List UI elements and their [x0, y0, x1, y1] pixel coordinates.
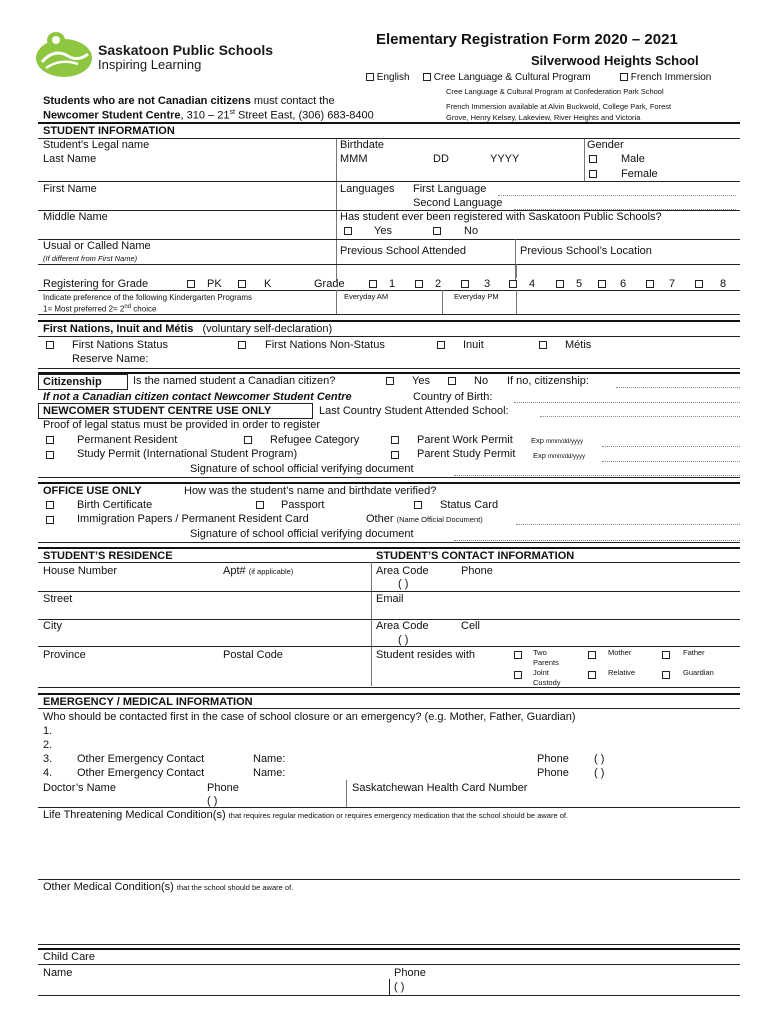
citizenship-line[interactable]	[616, 387, 740, 388]
org-tagline: Inspiring Learning	[98, 57, 202, 72]
immigration-label: Immigration Papers / Permanent Resident Card	[77, 513, 309, 525]
everyday-am-label: Everyday AM	[344, 292, 389, 301]
parent-study-exp: Exp mmm/dd/yyyy	[533, 451, 586, 460]
divider	[442, 290, 443, 314]
health-card-label: Saskatchewan Health Card Number	[352, 782, 528, 794]
k-label: K	[264, 278, 272, 290]
grade-3-checkbox[interactable]	[461, 280, 469, 288]
citizen-no-label: No	[474, 375, 489, 387]
school-name: Silverwood Heights School	[531, 53, 699, 68]
program-cree[interactable]: Cree Language & Cultural Program	[423, 72, 591, 83]
permanent-resident-label: Permanent Resident	[77, 434, 178, 446]
father-label: Father	[683, 648, 705, 657]
contact-3-label: 3.	[43, 753, 53, 765]
divider	[38, 368, 740, 369]
registered-yes-label: Yes	[374, 225, 392, 237]
program-french[interactable]: French Immersion	[620, 72, 711, 83]
grade-5-label: 5	[576, 278, 583, 290]
two-parents-label: Two Parents	[533, 648, 559, 667]
divider	[516, 290, 517, 314]
contact-3-phone-label: Phone	[537, 753, 569, 765]
citizenship-contact-note: If not a Canadian citizen contact Newcomer Student Centre	[43, 391, 352, 403]
pk-checkbox[interactable]	[187, 280, 195, 288]
citizen-yes-checkbox[interactable]	[386, 377, 394, 385]
office-use-heading: OFFICE USE ONLY	[43, 485, 142, 497]
last-country-label: Last Country Student Attended School:	[319, 405, 509, 417]
house-number-label: House Number	[43, 565, 117, 577]
school-logo	[34, 30, 96, 78]
metis-checkbox[interactable]	[539, 341, 547, 349]
parent-work-label: Parent Work Permit	[417, 434, 513, 446]
contact-1-label: 1.	[43, 725, 53, 737]
permanent-resident-checkbox[interactable]	[46, 436, 54, 444]
verify-question: How was the student’s name and birthdate verified?	[184, 485, 437, 497]
father-checkbox[interactable]	[662, 651, 670, 659]
female-checkbox[interactable]	[589, 170, 597, 178]
last-name-label: Last Name	[43, 153, 97, 165]
citizen-yes-label: Yes	[412, 375, 430, 387]
grade-1-checkbox[interactable]	[369, 280, 377, 288]
divider	[38, 372, 740, 374]
other-med-label: Other Medical Condition(s) that the school should be aware of.	[43, 881, 294, 893]
divider	[38, 807, 740, 808]
cell-area-code-paren[interactable]: ( )	[398, 634, 409, 646]
divider	[584, 139, 585, 181]
contact-4-name-label: Name:	[253, 767, 286, 779]
divider	[371, 562, 372, 686]
divider	[38, 646, 740, 647]
registered-no-label: No	[464, 225, 479, 237]
area-code-label: Area Code	[376, 565, 429, 577]
relative-label: Relative	[608, 668, 636, 677]
grade-2-checkbox[interactable]	[415, 280, 423, 288]
form-title: Elementary Registration Form 2020 – 2021	[376, 31, 678, 48]
passport-label: Passport	[281, 499, 325, 511]
divider	[389, 979, 390, 995]
guardian-label: Guardian	[683, 668, 714, 677]
everyday-pm-label: Everyday PM	[454, 292, 499, 301]
province-label: Province	[43, 649, 86, 661]
divider	[38, 264, 740, 265]
kinder-pref-label: Indicate preference of the following Kindergarten Programs	[43, 293, 253, 302]
refugee-checkbox[interactable]	[244, 436, 252, 444]
study-permit-checkbox[interactable]	[46, 451, 54, 459]
male-label: Male	[621, 153, 645, 165]
grade-2-label: 2	[435, 278, 442, 290]
other-doc-line[interactable]	[516, 524, 740, 525]
gender-label: Gender	[587, 139, 624, 151]
doctor-phone-label: Phone	[207, 782, 239, 794]
mmm-label: MMM	[340, 153, 368, 165]
divider	[38, 336, 740, 337]
grade-7-checkbox[interactable]	[646, 280, 654, 288]
registered-no-checkbox[interactable]	[433, 227, 441, 235]
birth-cert-label: Birth Certificate	[77, 499, 153, 511]
mother-label: Mother	[608, 648, 632, 657]
joint-custody-checkbox[interactable]	[514, 671, 522, 679]
divider	[38, 948, 740, 950]
emergency-question: Who should be contacted first in the case of school closure or an emergency? (e.g. Mother, Father, Guardian)	[43, 711, 576, 723]
contact-2-label: 2.	[43, 739, 53, 751]
kinder-rank-label: 1= Most preferred 2= 2nd choice	[43, 304, 157, 314]
parent-study-label: Parent Study Permit	[417, 448, 516, 460]
divider	[38, 879, 740, 880]
contact-4-label: 4.	[43, 767, 53, 779]
office-signature-label: Signature of school official verifying document	[190, 528, 414, 540]
other-contact-4-label: Other Emergency Contact	[77, 767, 205, 779]
phone-label: Phone	[461, 565, 493, 577]
fn-status-checkbox[interactable]	[46, 341, 54, 349]
email-label: Email	[376, 593, 404, 605]
inuit-checkbox[interactable]	[437, 341, 445, 349]
usual-name-label: Usual or Called Name	[43, 240, 151, 252]
citizenship-heading: Citizenship	[38, 374, 128, 390]
parent-work-checkbox[interactable]	[391, 436, 399, 444]
divider	[38, 122, 740, 124]
pk-label: PK	[207, 278, 222, 290]
female-label: Female	[621, 168, 658, 180]
grade-6-label: 6	[620, 278, 627, 290]
divider	[38, 995, 740, 996]
refugee-label: Refugee Category	[270, 434, 360, 446]
inuit-label: Inuit	[463, 339, 484, 351]
first-language-label: First Language	[413, 183, 487, 195]
grade-3-label: 3	[484, 278, 491, 290]
passport-checkbox[interactable]	[256, 501, 264, 509]
fn-status-label: First Nations Status	[72, 339, 168, 351]
prev-school-label: Previous School Attended	[340, 245, 466, 257]
student-info-heading: STUDENT INFORMATION	[43, 125, 175, 137]
doctor-phone-paren[interactable]: ( )	[207, 795, 218, 807]
middle-name-label: Middle Name	[43, 211, 108, 223]
grade-4-label: 4	[529, 278, 536, 290]
metis-label: Métis	[565, 339, 592, 351]
parent-study-exp-line[interactable]	[602, 461, 740, 462]
french-checkbox[interactable]	[620, 73, 628, 81]
divider	[38, 314, 740, 315]
cree-note: Cree Language & Cultural Program at Confederation Park School	[446, 87, 664, 96]
parent-work-exp-line[interactable]	[602, 446, 740, 447]
contact-3-name-label: Name:	[253, 753, 286, 765]
other-doc-label: Other (Name Official Document)	[366, 513, 483, 525]
org-name: Saskatoon Public Schools	[98, 42, 274, 58]
phone-area-code-paren[interactable]: ( )	[398, 578, 409, 590]
french-note-1: French Immersion available at Alvin Buckwold, College Park, Forest	[446, 102, 672, 111]
grade-8-checkbox[interactable]	[695, 280, 703, 288]
status-card-checkbox[interactable]	[414, 501, 422, 509]
mother-checkbox[interactable]	[588, 651, 596, 659]
grade-1-label: 1	[389, 278, 396, 290]
proof-label: Proof of legal status must be provided in order to register	[43, 419, 320, 431]
birth-cert-checkbox[interactable]	[46, 501, 54, 509]
street-label: Street	[43, 593, 73, 605]
divider	[336, 290, 337, 314]
yyyy-label: YYYY	[490, 153, 520, 165]
contact-heading: STUDENT’S CONTACT INFORMATION	[376, 550, 575, 562]
contact-4-phone-label: Phone	[537, 767, 569, 779]
divider	[346, 780, 347, 807]
french-note-2: Grove, Henry Kelsey, Lakeview, River Heights and Victoria	[446, 113, 641, 122]
dd-label: DD	[433, 153, 449, 165]
relative-checkbox[interactable]	[588, 671, 596, 679]
grade-6-checkbox[interactable]	[598, 280, 606, 288]
divider	[38, 964, 740, 965]
fn-non-status-label: First Nations Non-Status	[265, 339, 385, 351]
divider	[38, 290, 740, 291]
birthdate-label: Birthdate	[340, 139, 385, 151]
cell-label: Cell	[461, 620, 480, 632]
divider	[38, 542, 740, 543]
first-name-label: First Name	[43, 183, 97, 195]
newcomer-use-heading: NEWCOMER STUDENT CENTRE USE ONLY	[38, 403, 313, 419]
registered-question: Has student ever been registered with Saskatoon Public Schools?	[340, 211, 662, 223]
city-label: City	[43, 620, 62, 632]
divider	[38, 591, 740, 592]
legal-name-label: Student’s Legal name	[43, 139, 150, 151]
parent-study-checkbox[interactable]	[391, 451, 399, 459]
guardian-checkbox[interactable]	[662, 671, 670, 679]
apt-label: Apt# (if applicable)	[223, 565, 294, 577]
contact-3-phone-paren[interactable]: ( )	[594, 753, 605, 765]
k-checkbox[interactable]	[238, 280, 246, 288]
divider	[38, 687, 740, 688]
citizen-no-checkbox[interactable]	[448, 377, 456, 385]
resides-with-label: Student resides with	[376, 649, 476, 661]
languages-label: Languages	[340, 183, 395, 195]
immigration-checkbox[interactable]	[46, 516, 54, 524]
cell-area-code-label: Area Code	[376, 620, 429, 632]
parent-work-exp: Exp mmm/dd/yyyy	[531, 436, 584, 445]
male-checkbox[interactable]	[589, 155, 597, 163]
english-checkbox[interactable]	[366, 73, 374, 81]
child-care-phone-label: Phone	[394, 967, 426, 979]
joint-custody-label: Joint Custody	[533, 668, 561, 687]
doctor-label: Doctor’s Name	[43, 782, 116, 794]
citizenship-signature-label: Signature of school official verifying document	[190, 463, 414, 475]
contact-4-phone-paren[interactable]: ( )	[594, 767, 605, 779]
citizenship-signature-line[interactable]	[454, 475, 740, 476]
status-card-label: Status Card	[440, 499, 499, 511]
grade-7-label: 7	[669, 278, 676, 290]
grade-8-label: 8	[720, 278, 727, 290]
emergency-heading: EMERGENCY / MEDICAL INFORMATION	[43, 696, 253, 708]
reserve-name-label: Reserve Name:	[72, 353, 149, 365]
first-language-line[interactable]	[498, 195, 736, 196]
child-care-phone-paren[interactable]: ( )	[394, 981, 405, 993]
grade-4-checkbox[interactable]	[509, 280, 517, 288]
child-care-name-label: Name	[43, 967, 73, 979]
other-contact-3-label: Other Emergency Contact	[77, 753, 205, 765]
divider	[38, 320, 740, 322]
registered-yes-checkbox[interactable]	[344, 227, 352, 235]
residence-heading: STUDENT’S RESIDENCE	[43, 550, 173, 562]
citizenship-question: Is the named student a Canadian citizen?	[133, 375, 336, 387]
if-no-citizenship-label: If no, citizenship:	[507, 375, 589, 387]
second-language-label: Second Language	[413, 197, 503, 209]
two-parents-checkbox[interactable]	[514, 651, 522, 659]
divider	[38, 477, 740, 478]
postal-code-label: Postal Code	[223, 649, 283, 661]
first-nations-heading: First Nations, Inuit and Métis (voluntary self-declaration)	[43, 323, 333, 335]
grade-5-checkbox[interactable]	[556, 280, 564, 288]
newcomer-line-1: Students who are not Canadian citizens must contact the	[43, 95, 335, 107]
divider	[38, 708, 740, 709]
divider	[38, 562, 740, 563]
divider	[38, 944, 740, 945]
usual-name-note: (If different from First Name)	[43, 254, 138, 263]
divider	[38, 693, 740, 695]
registering-grade-label: Registering for Grade	[43, 278, 149, 290]
life-threat-label: Life Threatening Medical Condition(s) that requires regular medication or requires emergency medication that the school should be aware of.	[43, 809, 569, 821]
divider	[38, 547, 740, 549]
country-of-birth-line[interactable]	[514, 402, 740, 403]
divider	[38, 181, 740, 182]
program-english[interactable]: English	[366, 72, 410, 83]
newcomer-line-2: Newcomer Student Centre, 310 – 21st Street East, (306) 683-8400	[43, 109, 374, 122]
country-of-birth-label: Country of Birth:	[413, 391, 493, 403]
study-permit-label: Study Permit (International Student Program)	[77, 448, 298, 460]
divider	[38, 482, 740, 484]
fn-non-status-checkbox[interactable]	[238, 341, 246, 349]
child-care-heading: Child Care	[43, 951, 95, 963]
prev-location-label: Previous School’s Location	[520, 245, 652, 257]
office-signature-line[interactable]	[454, 540, 740, 541]
last-country-line[interactable]	[540, 416, 740, 417]
divider	[516, 264, 517, 278]
cree-checkbox[interactable]	[423, 73, 431, 81]
grade-label: Grade	[314, 278, 345, 290]
